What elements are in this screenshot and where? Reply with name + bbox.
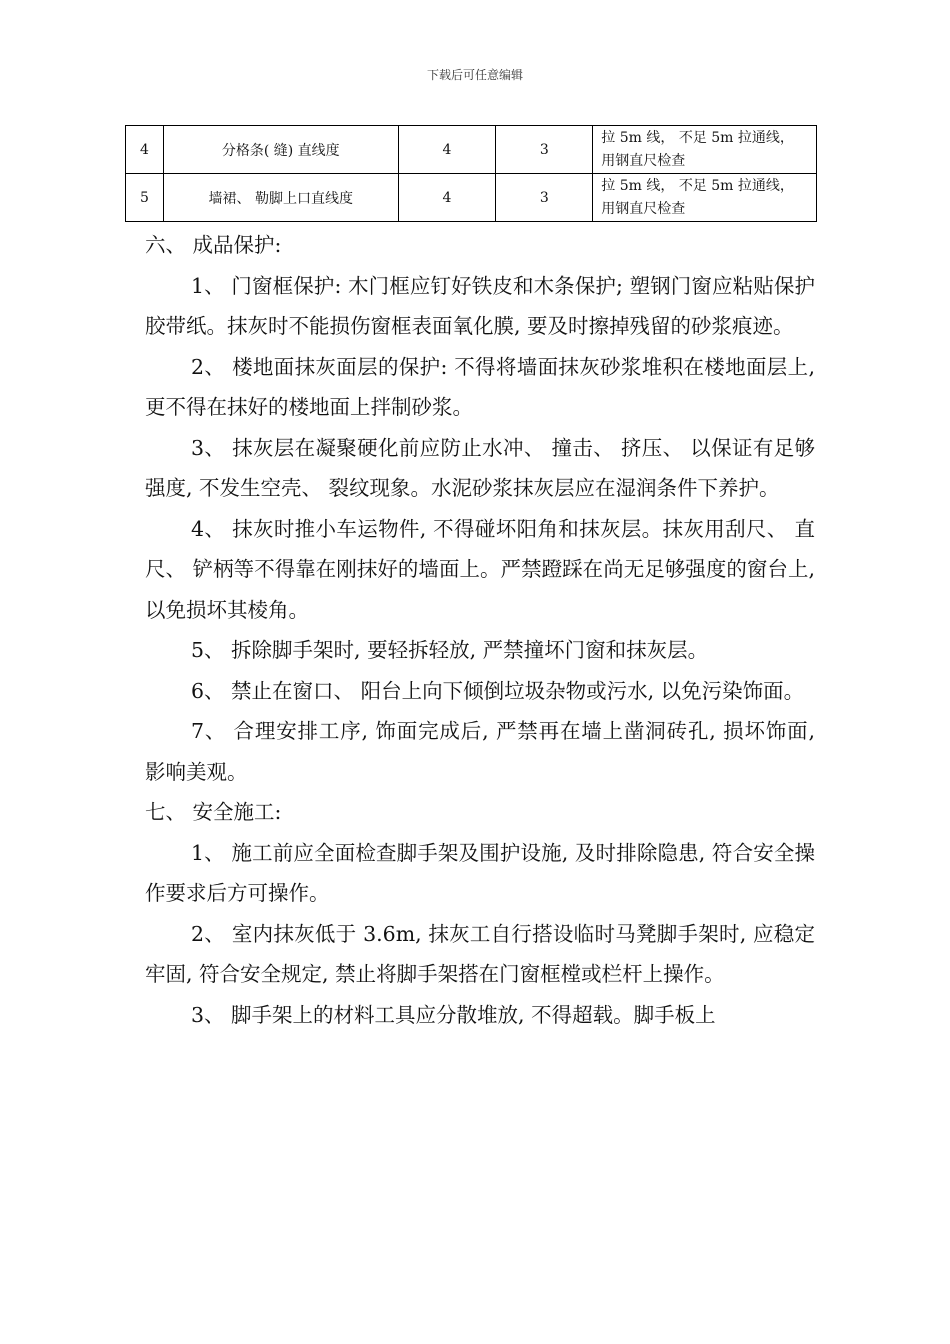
row-number: 4 <box>126 126 164 174</box>
tolerance-value-2: 3 <box>496 174 593 222</box>
paragraph: 5、 拆除脚手架时, 要轻拆轻放, 严禁撞坏门窗和抹灰层。 <box>191 638 709 662</box>
tolerance-table <box>125 125 817 222</box>
paragraph: 7、 合理安排工序, 饰面完成后, 严禁再在墙上凿洞砖孔, 损坏饰面, 影响美观。 <box>145 719 815 784</box>
section-heading: 六、 成品保护: <box>145 233 282 257</box>
paragraph: 1、 施工前应全面检查脚手架及围护设施, 及时排除隐患, 符合安全操作要求后方可操作。 <box>145 840 815 905</box>
page-header: 下载后可任意编辑 <box>426 68 523 82</box>
check-item: 墙裙、 勒脚上口直线度 <box>163 174 398 222</box>
paragraph: 3、 脚手架上的材料工具应分散堆放, 不得超载。脚手板上 <box>191 1002 716 1027</box>
tolerance-value-1: 4 <box>398 126 496 174</box>
tolerance-value-1: 4 <box>398 174 496 222</box>
paragraph: 2、 室内抹灰低于 3.6m, 抹灰工自行搭设临时马凳脚手架时, 应稳定牢固, 符合安全规定, 禁止将脚手架搭在门窗框樘或栏杆上操作。 <box>145 921 815 986</box>
paragraph: 4、 抹灰时推小车运物件, 不得碰坏阳角和抹灰层。抹灰用刮尺、 直尺、 铲柄等不得靠在刚抹好的墙面上。严禁蹬踩在尚无足够强度的窗台上, 以免损坏其棱角。 <box>145 516 815 622</box>
paragraph: 2、 楼地面抹灰面层的保护: 不得将墙面抹灰砂浆堆积在楼地面层上, 更不得在抹好的楼地面上拌制砂浆。 <box>145 354 815 419</box>
document-body <box>145 225 815 1035</box>
tolerance-value-2: 3 <box>496 126 593 174</box>
paragraph: 3、 抹灰层在凝聚硬化前应防止水冲、 撞击、 挤压、 以保证有足够强度, 不发生空壳、 裂纹现象。水泥砂浆抹灰层应在湿润条件下养护。 <box>145 435 815 500</box>
table-row <box>126 126 817 174</box>
row-number: 5 <box>126 174 164 222</box>
check-method: 拉 5m 线， 不足 5m 拉通线， 用钢直尺检查 <box>593 174 817 222</box>
paragraph: 1、 门窗框保护: 木门框应钉好铁皮和木条保护; 塑钢门窗应粘贴保护胶带纸。抹灰时不能损伤窗框表面氧化膜, 要及时擦掉残留的砂浆痕迹。 <box>145 273 815 338</box>
table-row <box>126 174 817 222</box>
check-item: 分格条( 缝) 直线度 <box>163 126 398 174</box>
section-heading: 七、 安全施工: <box>145 800 282 824</box>
paragraph: 6、 禁止在窗口、 阳台上向下倾倒垃圾杂物或污水, 以免污染饰面。 <box>191 678 805 703</box>
check-method: 拉 5m 线， 不足 5m 拉通线， 用钢直尺检查 <box>593 126 817 174</box>
